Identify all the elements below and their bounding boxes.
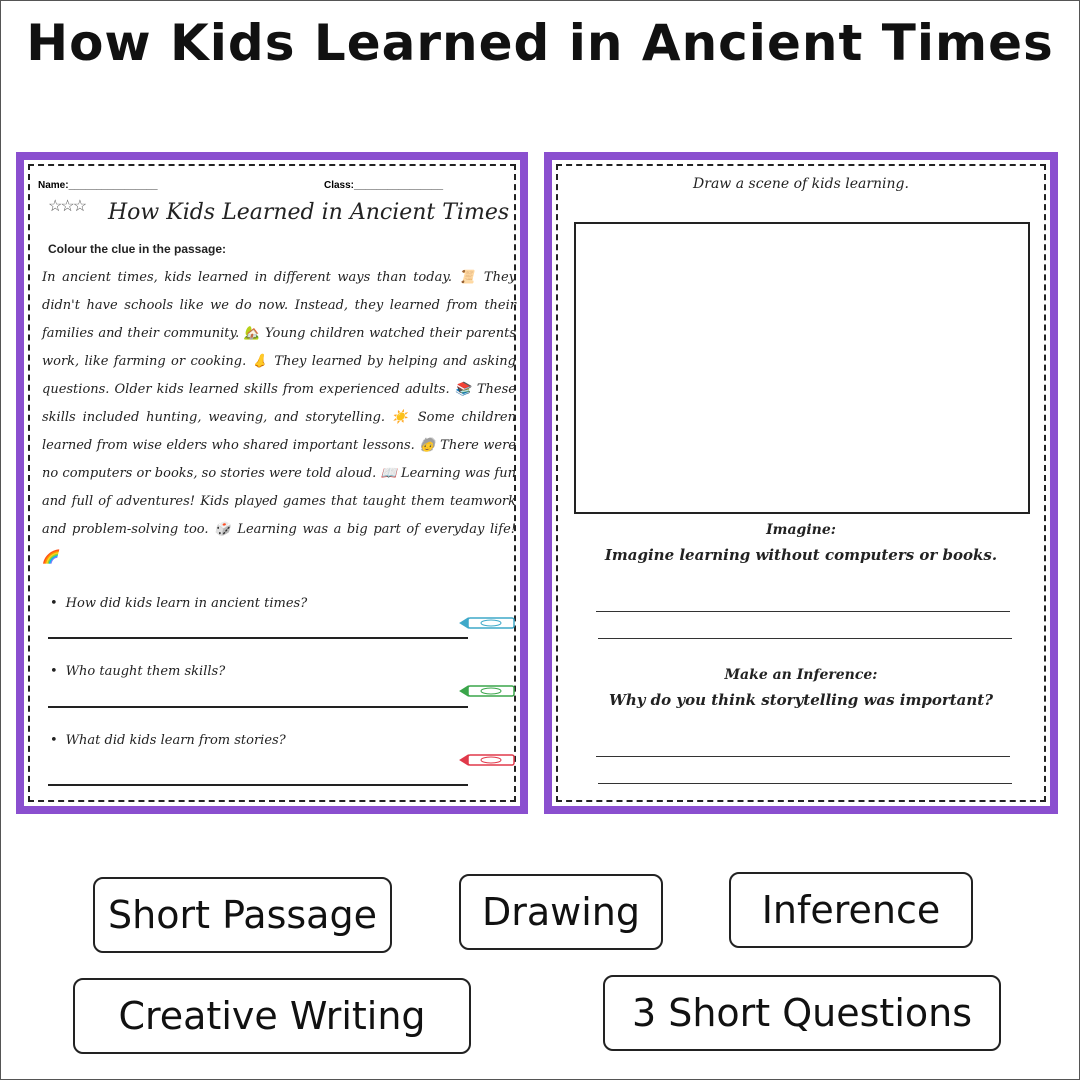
question-text: Who taught them skills? bbox=[65, 664, 226, 679]
answer-line bbox=[48, 784, 468, 786]
reading-passage: In ancient times, kids learned in different ways than today. 📜 They didn't have schools like we do now. Instead, they learned from their families and their community. 🏡 Young children watched their parents work, like farming or cooking. 👃 They learned by helping and asking questions. Older kids learned skills from experienced adults. 📚 These skills included hunting, weaving, and storytelling. ☀️ Some children learned from wise elders who shared important lessons. 🧓 There were no computers or books, so stories were told aloud. 📖 Learning was fun and full of adventures! Kids played games that taught them teamwork and problem-solving too. 🎲 Learning was a big part of everyday life! 🌈 bbox=[42, 270, 516, 565]
bullet-icon: • bbox=[50, 733, 58, 748]
tag-drawing: Drawing bbox=[459, 874, 663, 950]
writing-line bbox=[596, 611, 1010, 612]
red-crayon-icon bbox=[458, 752, 518, 768]
imagine-heading: Imagine: bbox=[766, 522, 836, 538]
worksheet-title: How Kids Learned in Ancient Times bbox=[108, 200, 510, 225]
bullet-icon: • bbox=[50, 596, 58, 611]
worksheet-drawing-preview bbox=[544, 152, 1058, 814]
imagine-text: Imagine learning without computers or books. bbox=[604, 546, 998, 564]
question-1 bbox=[50, 596, 307, 611]
question-3 bbox=[50, 733, 286, 748]
question-text: How did kids learn in ancient times? bbox=[65, 596, 308, 611]
name-field: Name:________________ bbox=[38, 180, 158, 191]
bullet-icon: • bbox=[50, 664, 58, 679]
writing-line bbox=[598, 638, 1012, 639]
worksheet-passage-preview bbox=[16, 152, 528, 814]
class-field: Class:________________ bbox=[324, 180, 443, 191]
answer-line bbox=[48, 706, 468, 708]
tag-short-passage: Short Passage bbox=[93, 877, 392, 953]
rating-stars-icon: ☆☆☆ bbox=[48, 198, 86, 215]
drawing-box bbox=[574, 222, 1030, 514]
inference-heading: Make an Inference: bbox=[724, 667, 878, 683]
blue-crayon-icon bbox=[458, 615, 518, 631]
instruction-text: Colour the clue in the passage: bbox=[48, 242, 227, 256]
question-2 bbox=[50, 664, 225, 679]
tag-3-short-questions: 3 Short Questions bbox=[603, 975, 1001, 1051]
tag-creative-writing: Creative Writing bbox=[73, 978, 471, 1054]
writing-line bbox=[598, 783, 1012, 784]
writing-line bbox=[596, 756, 1010, 757]
question-text: What did kids learn from stories? bbox=[65, 733, 286, 748]
page-title: How Kids Learned in Ancient Times bbox=[26, 14, 1054, 72]
inference-text: Why do you think storytelling was important? bbox=[608, 691, 994, 709]
green-crayon-icon bbox=[458, 683, 518, 699]
answer-line bbox=[48, 637, 468, 639]
draw-prompt: Draw a scene of kids learning. bbox=[693, 176, 909, 192]
tag-inference: Inference bbox=[729, 872, 973, 948]
